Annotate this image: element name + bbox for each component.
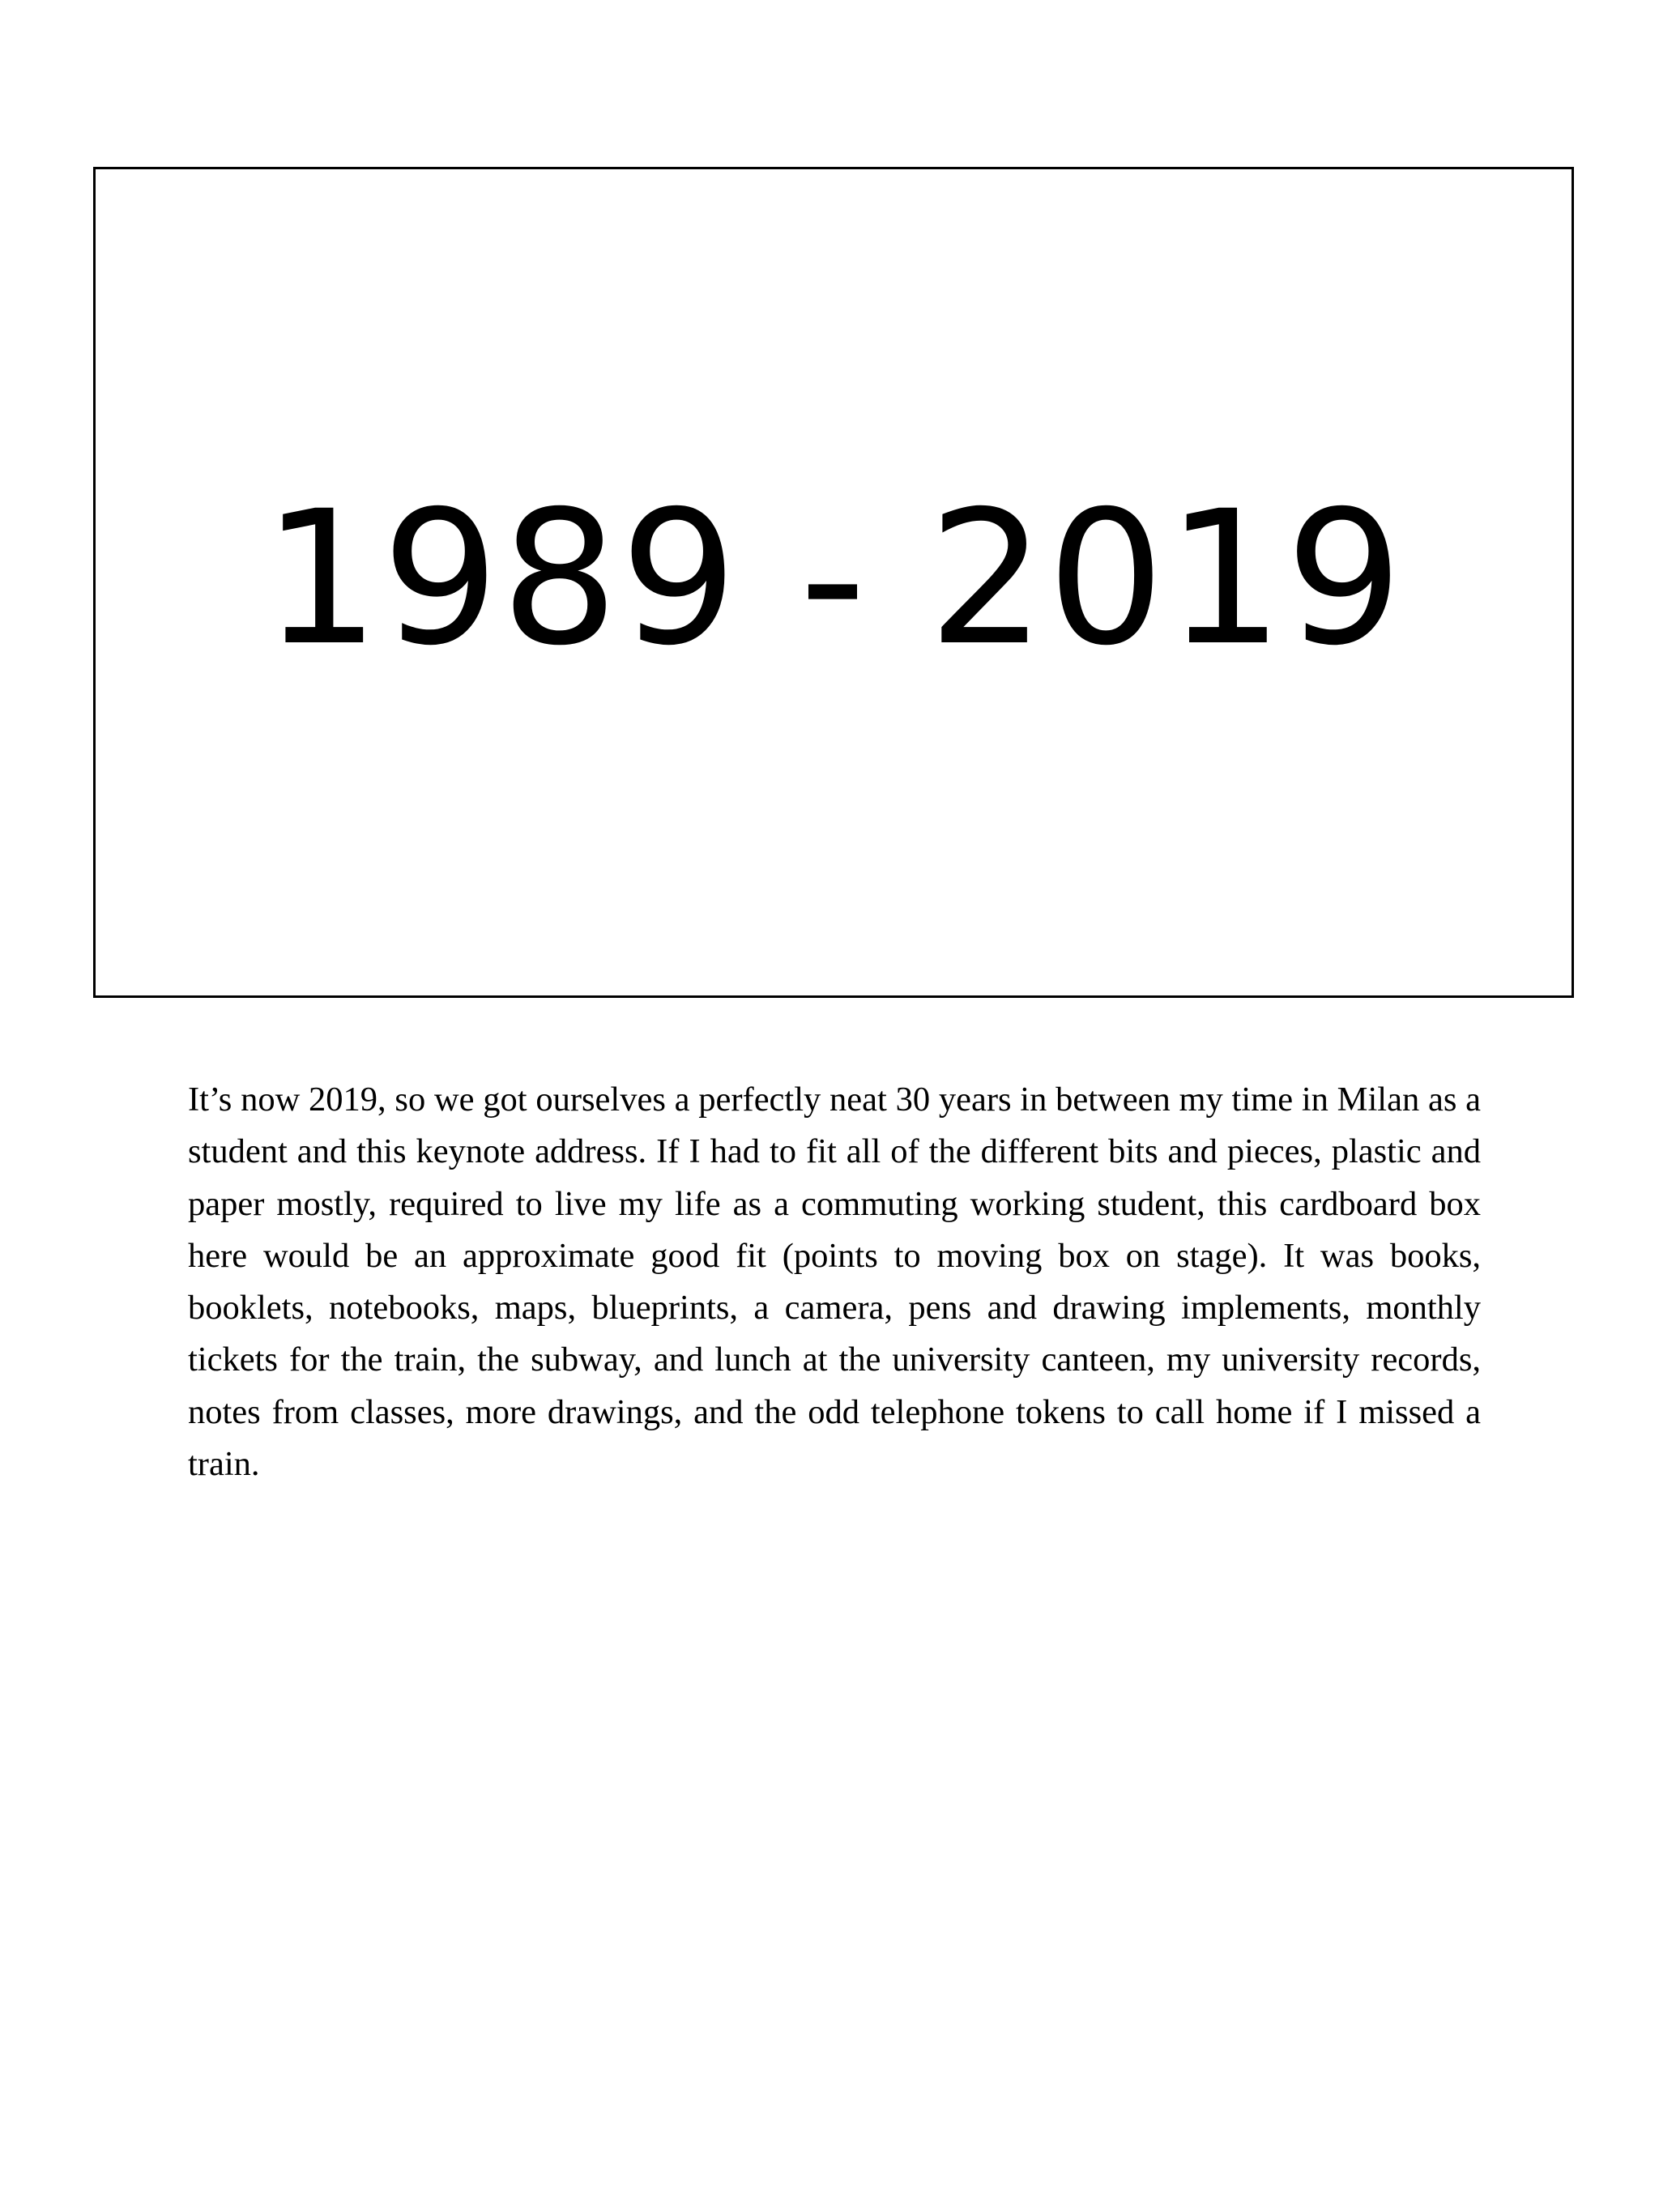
slide-title: 1989 - 2019	[262, 471, 1405, 686]
speaker-notes: It’s now 2019, so we got ourselves a perfectly neat 30 years in between my time in Milan as a student and this keynote address. If I had to fit all of the different bits and pieces, plastic and paper mostly, required to live my life as a commuting working student, this cardboard box here would be an approximate good fit (points to moving box on stage). It was books, booklets, notebooks, maps, blueprints, a camera, pens and drawing implements, monthly tickets for the train, the subway, and lunch at the university canteen, my university records, notes from classes, more drawings, and the odd telephone tokens to call home if I missed a train.	[188, 1080, 1481, 1484]
slide-frame	[93, 167, 1574, 998]
